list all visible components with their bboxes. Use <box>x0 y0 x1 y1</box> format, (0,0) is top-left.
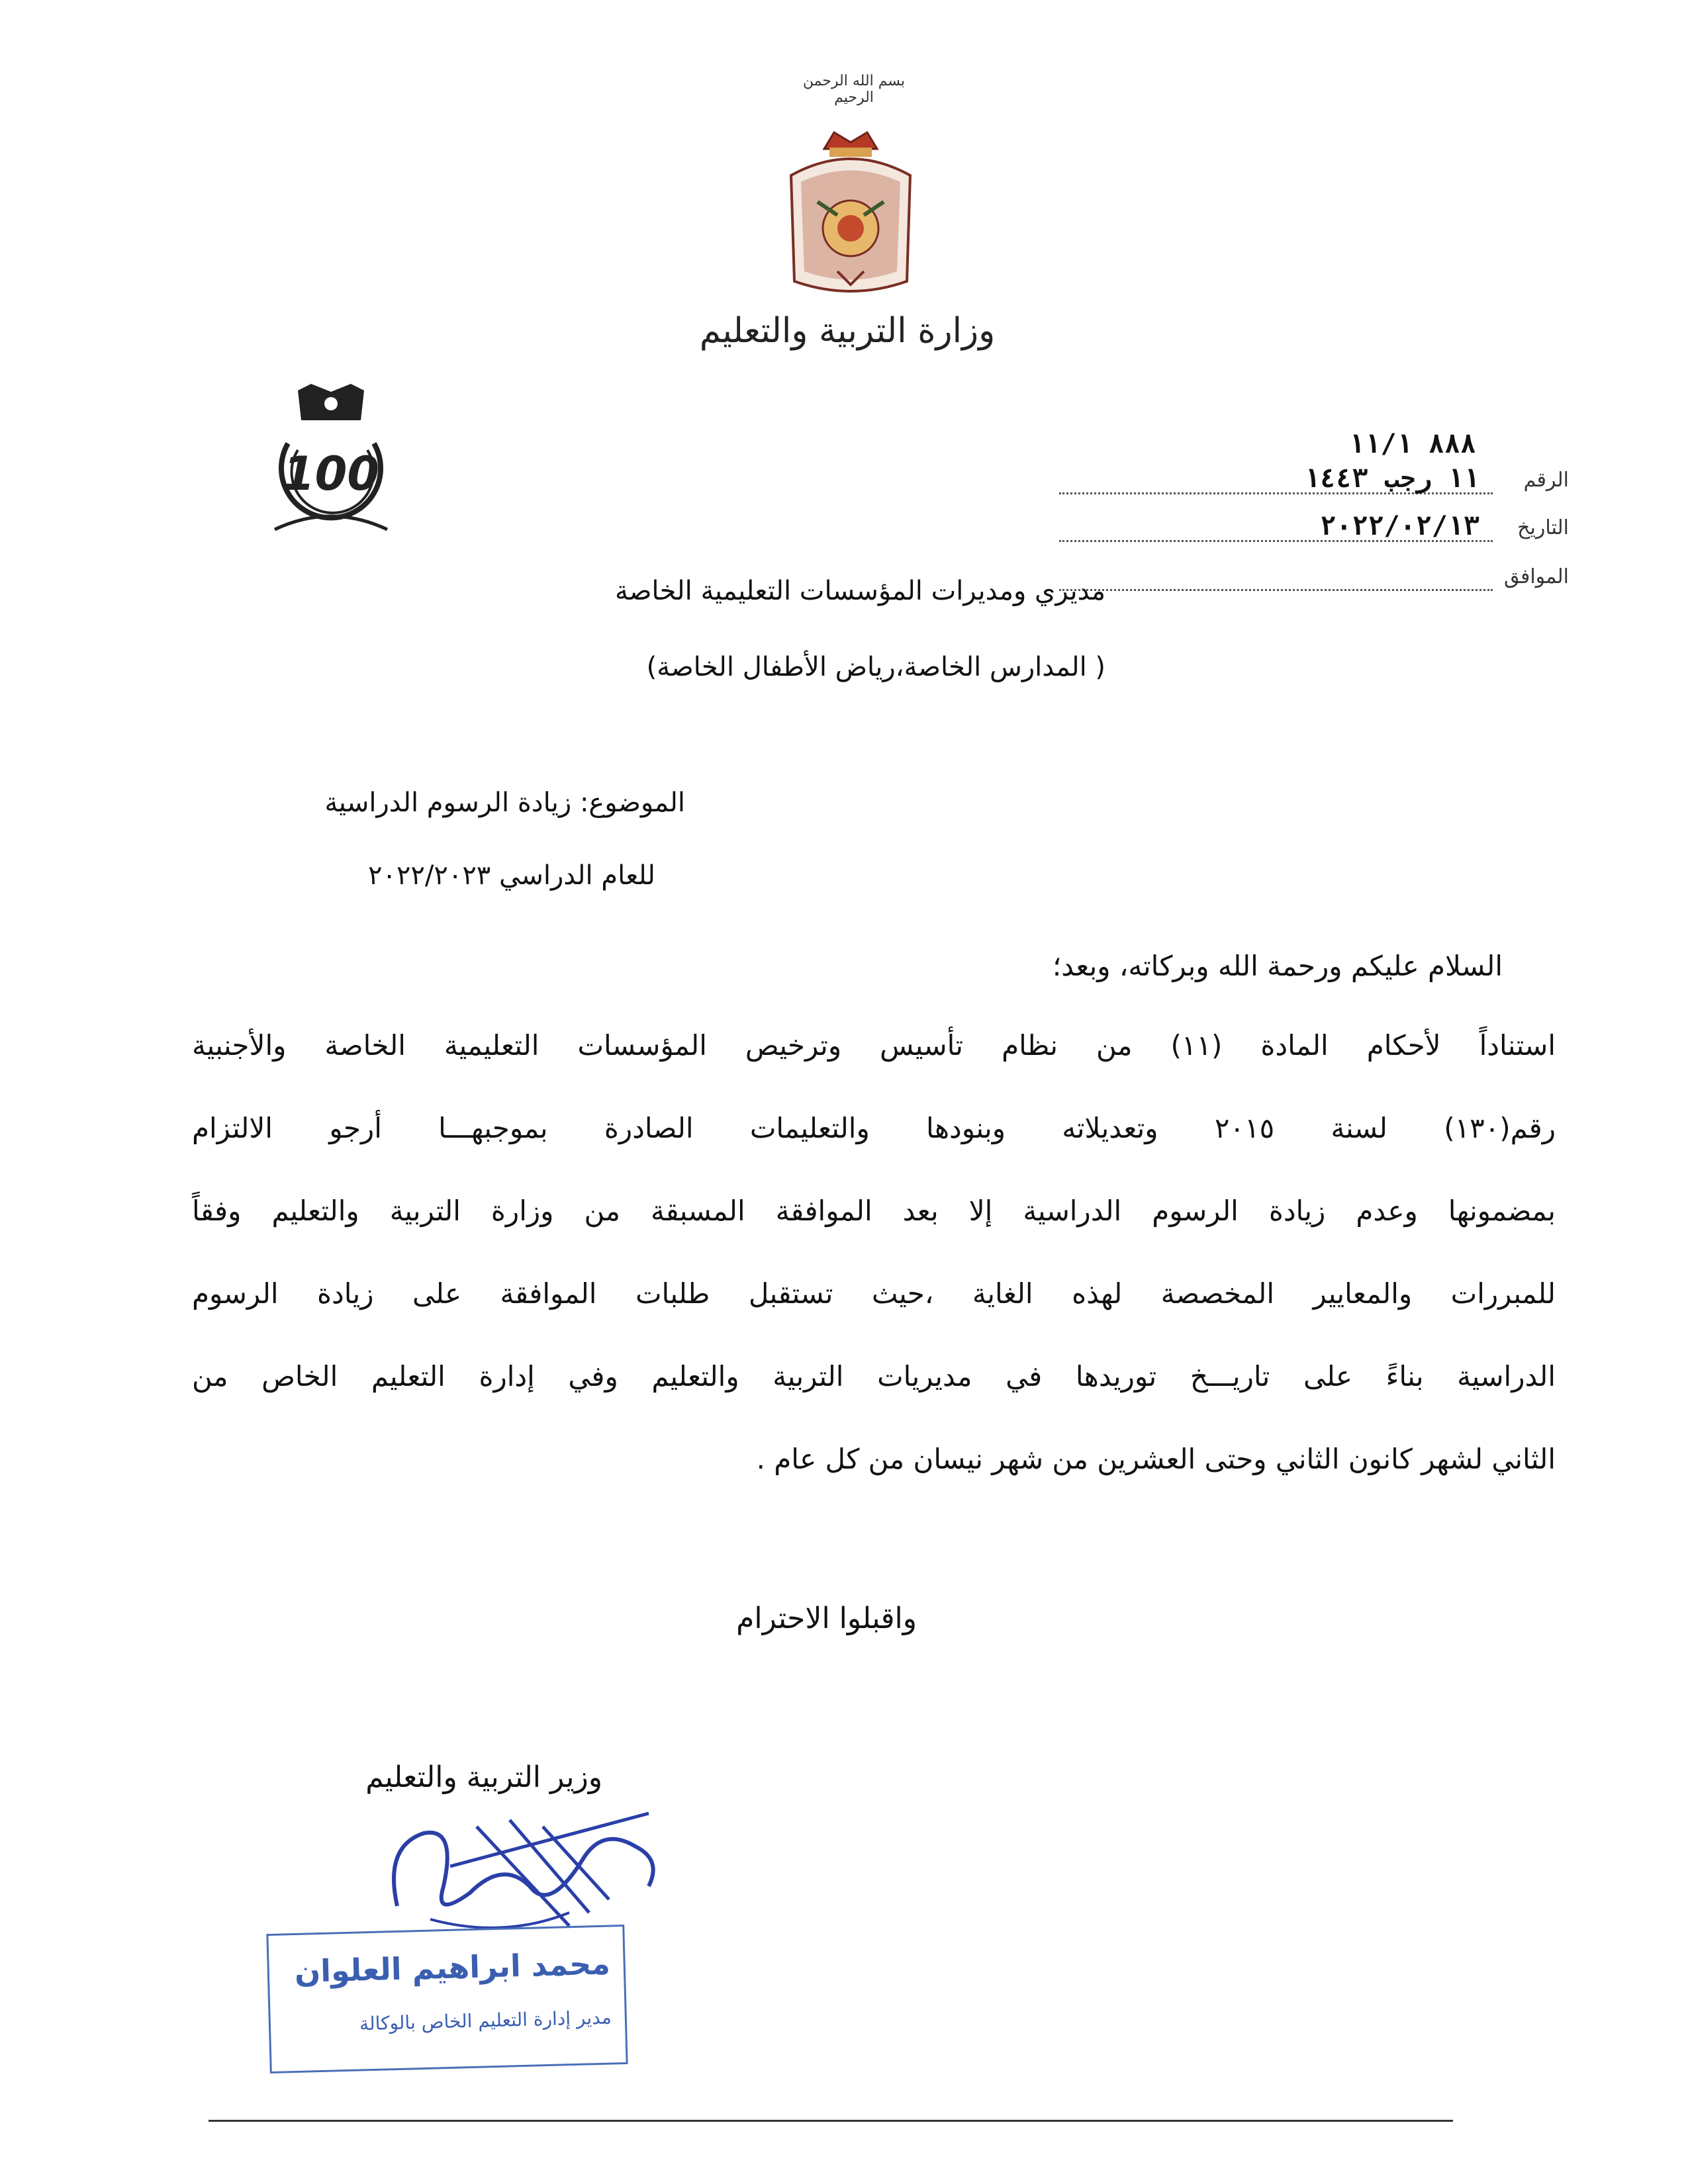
recipient-line: مديري ومديرات المؤسسات التعليمية الخاصة <box>615 576 1105 606</box>
greeting: السلام عليكم ورحمة الله وبركاته، وبعد؛ <box>1052 950 1503 982</box>
meta-number-row <box>1059 463 1569 503</box>
date-label: التاريخ <box>1517 516 1569 539</box>
footer-divider <box>209 2120 1453 2122</box>
date-value: ٢٠٢٢/٠٢/١٣ <box>1320 511 1479 541</box>
stamp-name: محمد ابراهيم العلوان <box>294 1945 611 1990</box>
centennial-100-logo <box>261 384 400 543</box>
reference-number: ٨٨٨ ١١/١ <box>1348 429 1476 459</box>
body-line: الثاني لشهر كانون الثاني وحتى العشرين من شهر نيسان من كل عام . <box>756 1443 1556 1475</box>
handwritten-signature <box>371 1787 682 1939</box>
body-line: استناداً لأحكام المادة (١١) من نظام تأسيس وترخيص المؤسسات التعليمية الخاصة والأجنبية <box>192 1029 1556 1062</box>
body-line: رقم(١٣٠) لسنة ٢٠١٥ وتعديلاته وبنودها والتعليمات الصادرة بموجبهـــا أرجو الالتزام <box>192 1112 1556 1144</box>
number-label: الرقم <box>1523 469 1569 492</box>
svg-text:100: 100 <box>282 447 380 501</box>
coat-of-arms-emblem <box>778 129 923 308</box>
signatory-title: وزير التربية والتعليم <box>365 1760 602 1794</box>
recipient-subline: ( المدارس الخاصة،رياض الأطفال الخاصة) <box>646 652 1105 682</box>
corresponding-label: الموافق <box>1503 565 1569 588</box>
meta-corresponding-row <box>1059 560 1569 600</box>
body-line: الدراسية بناءً على تاريـــخ توريدها في مديريات التربية والتعليم وفي إدارة التعليم الخاص من <box>192 1360 1556 1392</box>
meta-date-row <box>1059 511 1569 551</box>
ministry-header-title: وزارة التربية والتعليم <box>699 311 996 351</box>
dotted-line <box>1059 589 1493 591</box>
subject-year-line: للعام الدراسي ٢٠٢٢/٢٠٢٣ <box>367 860 655 891</box>
number-value: ١١ رجب ١٤٤٣ <box>1304 463 1479 494</box>
closing-line: واقبلوا الاحترام <box>736 1602 917 1635</box>
body-line: بمضمونها وعدم زيادة الرسوم الدراسية إلا بعد الموافقة المسبقة من وزارة التربية والتعليم وفقاً <box>192 1195 1556 1227</box>
basmala-calligraphy: بسم الله الرحمن الرحيم <box>802 73 906 106</box>
body-line: للمبررات والمعايير المخصصة لهذه الغاية ،حيث تستقبل طلبات الموافقة على زيادة الرسوم <box>192 1277 1556 1310</box>
stamp-title: مدير إدارة التعليم الخاص بالوكالة <box>359 2006 612 2035</box>
official-stamp <box>266 1925 628 2073</box>
subject-line: الموضوع: زيادة الرسوم الدراسية <box>324 788 685 818</box>
